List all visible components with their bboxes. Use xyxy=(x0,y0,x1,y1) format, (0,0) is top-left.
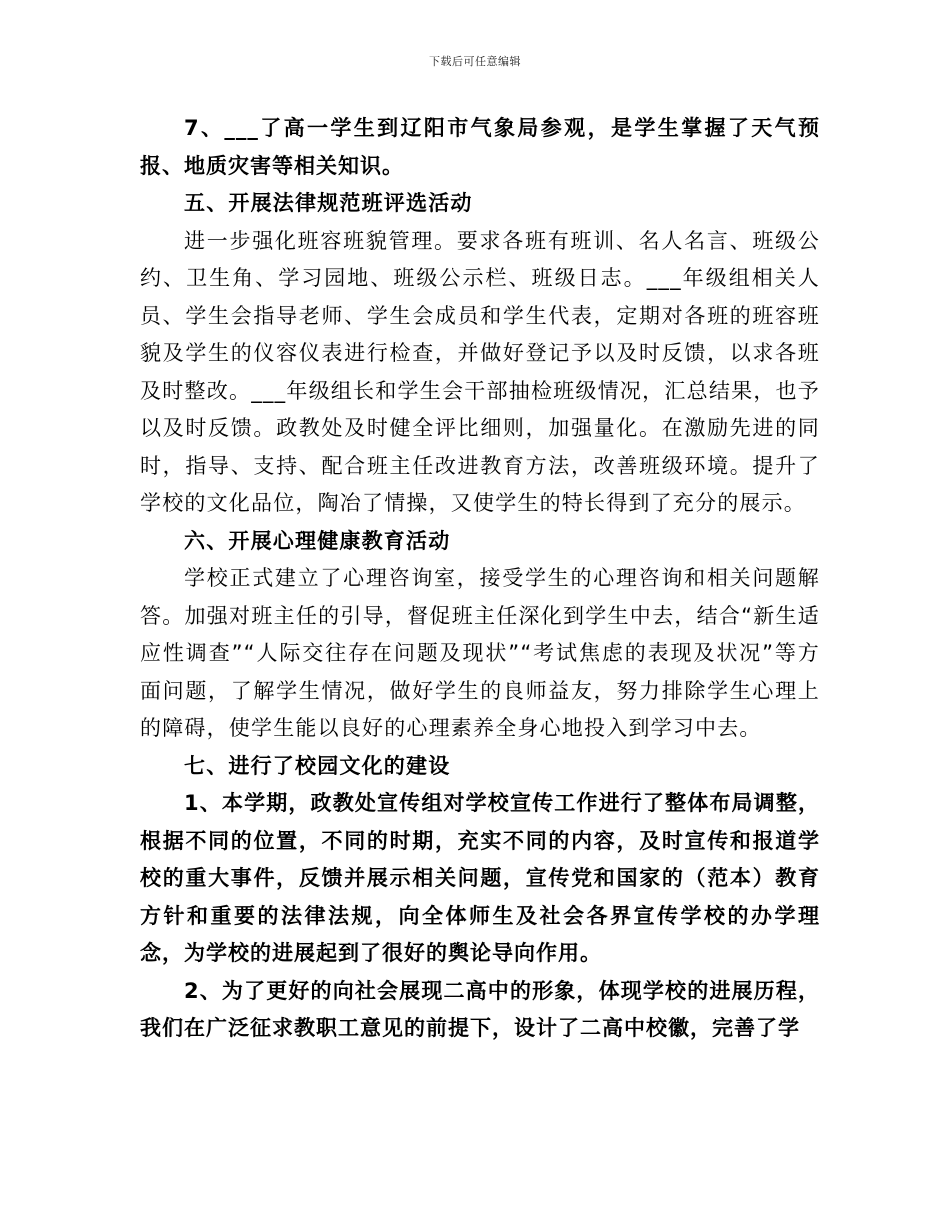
paragraph-section-6: 学校正式建立了心理咨询室，接受学生的心理咨询和相关问题解答。加强对班主任的引导，督促班主任深化到学生中去，结合“新生适应性调查”“人际交往存在问题及现状”“考试焦虑的表现及状况”等方面问题，了解学生情况，做好学生的良师益友，努力排除学生心理上的障碍，使学生能以良好的心理素养全身心地投入到学习中去。 xyxy=(140,566,820,740)
paragraph-7-2: 2、为了更好的向社会展现二高中的形象，体现学校的进展历程，我们在广泛征求教职工意见的前提下，设计了二高中校徽，完善了学 xyxy=(140,978,820,1040)
section-heading-5: 五、开展法律规范班评选活动 xyxy=(184,191,473,215)
section-heading-6: 六、开展心理健康教育活动 xyxy=(184,528,451,553)
paragraph-7: 7、___了高一学生到辽阳市气象局参观，是学生掌握了天气预报、地质灾害等相关知识。 xyxy=(140,116,820,178)
document-body xyxy=(140,110,820,1048)
section-heading-7: 七、进行了校园文化的建设 xyxy=(184,753,451,778)
paragraph-7-1: 1、本学期，政教处宣传组对学校宣传工作进行了整体布局调整，根据不同的位置，不同的时期，充实不同的内容，及时宣传和报道学校的重大事件，反馈并展示相关问题，宣传党和国家的（范本）教育方针和重要的法律法规，向全体师生及社会各界宣传学校的办学理念，为学校的进展起到了很好的舆论导向作用。 xyxy=(140,791,820,965)
paragraph-section-5: 进一步强化班容班貌管理。要求各班有班训、名人名言、班级公约、卫生角、学习园地、班级公示栏、班级日志。___年级组相关人员、学生会指导老师、学生会成员和学生代表，定期对各班的班容班貌及学生的仪容仪表进行检查，并做好登记予以及时反馈，以求各班及时整改。___年级组长和学生会干部抽检班级情况，汇总结果，也予以及时反馈。政教处及时健全评比细则，加强量化。在激励先进的同时，指导、支持、配合班主任改进教育方法，改善班级环境。提升了学校的文化品位，陶冶了情操，又使学生的特长得到了充分的展示。 xyxy=(140,228,820,515)
header-note: 下载后可任意编辑 xyxy=(429,55,521,68)
